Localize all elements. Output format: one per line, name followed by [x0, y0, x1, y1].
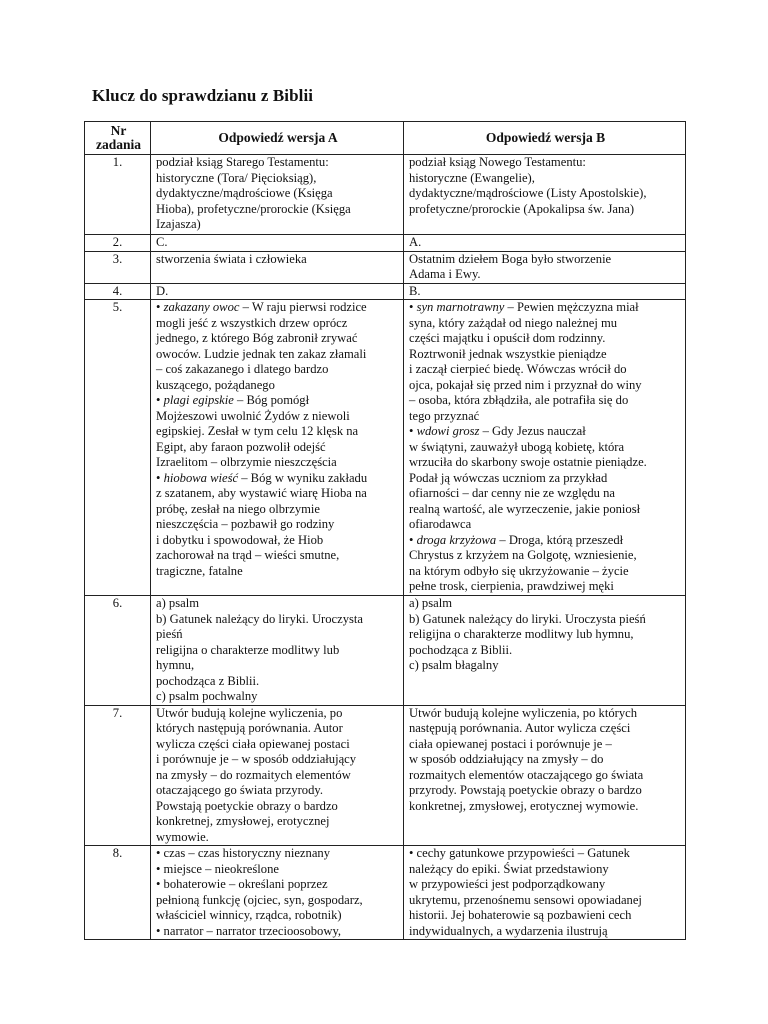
answer-version-a — [151, 283, 404, 300]
answer-line: zachorował na trąd – wieści smutne, — [156, 548, 340, 562]
answer-line: pochodząca z Biblii. — [156, 673, 260, 688]
task-number: 1. — [85, 155, 151, 235]
table-header-row — [85, 122, 686, 155]
answer-line: Powstają poetyckie obrazy o bardzo — [156, 798, 338, 813]
table-row — [85, 596, 686, 706]
answer-line: – coś zakazanego i dlatego bardzo — [156, 362, 329, 376]
table-row — [85, 705, 686, 846]
answer-line: ciała opiewanej postaci i porównuje je – — [409, 736, 612, 751]
answer-line: podział ksiąg Nowego Testamentu: — [409, 155, 586, 169]
answer-line: w przypowieści jest podporządkowany — [409, 877, 606, 891]
answer-line: i porównuje je – w sposób oddziałujący — [156, 752, 357, 766]
bullet: • — [156, 393, 164, 407]
answer-line — [156, 471, 400, 487]
answer-line: części majątku i opuścił dom rodzinny. — [409, 331, 606, 345]
answer-version-b — [404, 283, 686, 300]
answer-version-b — [404, 705, 686, 846]
answer-line: dydaktyczne/mądrościowe (Księga — [156, 186, 333, 200]
answer-version-a — [151, 235, 404, 252]
answer-version-a — [151, 846, 404, 940]
answer-line: Izraelitom – olbrzymie nieszczęścia — [156, 455, 337, 469]
answer-line: konkretnej, zmysłowej, erotycznej — [156, 814, 330, 828]
term-italic: droga krzyżowa — [416, 532, 497, 547]
table-row — [85, 235, 686, 252]
answer-line: D. — [156, 283, 169, 298]
answer-line: • czas – czas historyczny nieznany — [156, 846, 331, 860]
answer-line: C. — [156, 235, 168, 249]
answer-line: Utwór budują kolejne wyliczenia, po — [156, 705, 343, 720]
answer-line: przyrody. Powstają poetyckie obrazy o bardzo — [409, 783, 642, 797]
bullet: • — [409, 300, 417, 314]
term-definition: – Bóg w wyniku zakładu — [238, 470, 368, 485]
answer-line: na zmysły – do rozmaitych elementów — [156, 767, 351, 782]
bullet: • — [156, 470, 164, 485]
answer-line: i dobytku i spowodował, że Hiob — [156, 532, 324, 547]
answer-line: następują porównania. Autor wylicza części — [409, 721, 631, 735]
answer-line: nieszczęścia – pozbawił go rodziny — [156, 517, 335, 531]
answer-line: wrzuciła do skarbony swoje ostatnie pieniądze. — [409, 455, 647, 469]
answer-line: pełnioną funkcję (ojciec, syn, gospodarz, — [156, 892, 363, 907]
answer-line: w świątyni, zauważył ubogą kobietę, która — [409, 439, 625, 454]
answer-line: a) psalm — [156, 596, 200, 610]
answer-line: jednego, z którego Bóg zabronił zrywać — [156, 331, 358, 345]
answer-line: c) psalm pochwalny — [156, 689, 258, 703]
task-number: 3. — [85, 251, 151, 283]
bullet: • — [409, 532, 417, 547]
answer-line: z szatanem, aby wystawić wiarę Hioba na — [156, 486, 367, 500]
answer-line: historyczne (Ewangelie), — [409, 170, 535, 185]
answer-line: religijna o charakterze modlitwy lub — [156, 642, 340, 657]
term-italic: zakazany owoc — [163, 300, 240, 314]
answer-line: tego przyznać — [409, 408, 480, 423]
answer-line — [156, 300, 400, 316]
answer-line: B. — [409, 283, 421, 298]
answer-key-table — [84, 121, 686, 940]
answer-line: indywidualnych, a wydarzenia ilustrują — [409, 923, 608, 938]
answer-line: historyczne (Tora/ Pięcioksiąg), — [156, 170, 317, 185]
answer-version-b — [404, 846, 686, 940]
answer-line: b) Gatunek należący do liryki. Uroczysta — [156, 611, 364, 626]
task-number: 8. — [85, 846, 151, 940]
answer-line: realną wartość, ale wyrzeczenie, jakie poniosł — [409, 501, 641, 516]
answer-line: ofiarodawca — [409, 517, 472, 531]
answer-line: Podał ją wówczas uczniom za przykład — [409, 470, 608, 485]
term-definition: – W raju pierwsi rodzice — [239, 300, 367, 314]
answer-line: egipskiej. Zesłał w tym celu 12 klęsk na — [156, 424, 359, 438]
answer-version-a — [151, 596, 404, 706]
answer-line: tragiczne, fatalne — [156, 563, 243, 578]
bullet: • — [156, 300, 164, 314]
answer-version-b — [404, 300, 686, 596]
term-definition: – Bóg pomógł — [233, 393, 310, 407]
answer-line: profetyczne/prorockie (Apokalipsa św. Jana) — [409, 201, 635, 216]
answer-line: pełne trosk, cierpienia, prawdziwej męki — [409, 579, 614, 593]
answer-version-b — [404, 251, 686, 283]
answer-line: i zaczął cierpieć biedę. Wówczas wrócił do — [409, 362, 627, 376]
answer-line: Adama i Ewy. — [409, 267, 481, 281]
answer-line: dydaktyczne/mądrościowe (Listy Apostolskie), — [409, 186, 647, 200]
answer-line: których następują porównania. Autor — [156, 721, 343, 735]
answer-line: c) psalm błagalny — [409, 658, 499, 672]
answer-line: Izajasza) — [156, 217, 201, 231]
header-version-a: Odpowiedź wersja A — [151, 122, 404, 155]
answer-line — [409, 533, 682, 549]
answer-line: • cechy gatunkowe przypowieści – Gatunek — [409, 846, 630, 860]
answer-version-b — [404, 235, 686, 252]
answer-line: właściciel winnicy, rządca, robotnik) — [156, 908, 342, 922]
answer-line: ofiarności – dar cenny nie ze względu na — [409, 486, 615, 500]
answer-version-b — [404, 155, 686, 235]
answer-line: Hioba), profetyczne/prorockie (Księga — [156, 201, 351, 216]
answer-line — [409, 300, 682, 316]
answer-line: stworzenia świata i człowieka — [156, 251, 307, 266]
answer-line: Ostatnim dziełem Boga było stworzenie — [409, 251, 612, 266]
header-version-b: Odpowiedź wersja B — [404, 122, 686, 155]
answer-line: • bohaterowie – określani poprzez — [156, 877, 328, 891]
answer-version-a — [151, 300, 404, 596]
answer-line: Utwór budują kolejne wyliczenia, po których — [409, 705, 638, 720]
answer-line: hymnu, — [156, 658, 195, 672]
answer-line: Egipt, aby faraon pozwolił odejść — [156, 439, 326, 454]
document-title: Klucz do sprawdzianu z Biblii — [92, 86, 314, 105]
answer-line — [156, 393, 400, 409]
answer-line: historii. Jej bohaterowie są pozbawieni cech — [409, 908, 632, 922]
answer-line: pieśń — [156, 627, 183, 641]
answer-line: Chrystus z krzyżem na Golgotę, wzniesienie, — [409, 548, 637, 562]
answer-line: rozmaitych elementów otaczającego go świata — [409, 767, 644, 782]
term-definition: – Pewien mężczyzna miał — [504, 300, 639, 314]
term-italic: plagi egipskie — [163, 393, 234, 407]
answer-version-a — [151, 705, 404, 846]
answer-line: wymowie. — [156, 829, 209, 844]
answer-line: a) psalm — [409, 596, 453, 610]
answer-line: kuszącego, pożądanego — [156, 377, 275, 392]
answer-line: A. — [409, 235, 422, 249]
header-task-number: Nr zadania — [85, 122, 151, 155]
table-row — [85, 300, 686, 596]
answer-line: b) Gatunek należący do liryki. Uroczysta pieśń — [409, 611, 646, 626]
answer-line: ojca, pokajał się przed nim i przyznał do winy — [409, 377, 642, 392]
task-number: 7. — [85, 705, 151, 846]
table-row — [85, 283, 686, 300]
answer-line: konkretnej, zmysłowej, erotycznej wymowie. — [409, 798, 639, 813]
term-italic: syn marnotrawny — [416, 300, 505, 314]
answer-line: religijna o charakterze modlitwy lub hymnu, — [409, 627, 634, 641]
term-definition: – Droga, którą przeszedł — [496, 532, 624, 547]
task-number: 5. — [85, 300, 151, 596]
answer-line: owoców. Ludzie jednak ten zakaz złamali — [156, 346, 367, 361]
answer-line: otaczającego go świata przyrody. — [156, 783, 324, 797]
table-row — [85, 251, 686, 283]
answer-version-b — [404, 596, 686, 706]
answer-line: na którym odbyło się ukrzyżowanie – życie — [409, 563, 629, 578]
answer-line: w sposób oddziałujący na zmysły – do — [409, 752, 604, 766]
answer-line: mogli jeść z wszystkich drzew oprócz — [156, 315, 348, 330]
table-row — [85, 846, 686, 940]
answer-line: należący do epiki. Świat przedstawiony — [409, 861, 609, 876]
answer-line: próbę, zesłał na niego olbrzymie — [156, 501, 321, 516]
answer-line: ukrytemu, przenośnemu sensowi opowiadanej — [409, 892, 642, 907]
term-italic: hiobowa wieść — [163, 470, 239, 485]
task-number: 4. — [85, 283, 151, 300]
term-definition: – Gdy Jezus nauczał — [479, 424, 586, 438]
bullet: • — [409, 424, 417, 438]
answer-line: • miejsce – nieokreślone — [156, 861, 279, 876]
answer-line: pochodząca z Biblii. — [409, 642, 513, 657]
answer-version-a — [151, 251, 404, 283]
answer-line: • narrator – narrator trzecioosobowy, — [156, 923, 342, 938]
answer-line: Roztrwonił jednak wszystkie pieniądze — [409, 346, 607, 361]
answer-line: syna, który zażądał od niego należnej mu — [409, 315, 618, 330]
answer-line: Mojżeszowi uwolnić Żydów z niewoli — [156, 408, 350, 423]
table-row — [85, 155, 686, 235]
answer-version-a — [151, 155, 404, 235]
answer-line: wylicza części ciała opiewanej postaci — [156, 736, 350, 751]
task-number: 2. — [85, 235, 151, 252]
answer-line — [409, 424, 682, 440]
answer-line: podział ksiąg Starego Testamentu: — [156, 155, 329, 169]
task-number: 6. — [85, 596, 151, 706]
term-italic: wdowi grosz — [416, 424, 480, 438]
answer-line: – osoba, która zbłądziła, ale potrafiła się do — [409, 393, 629, 407]
